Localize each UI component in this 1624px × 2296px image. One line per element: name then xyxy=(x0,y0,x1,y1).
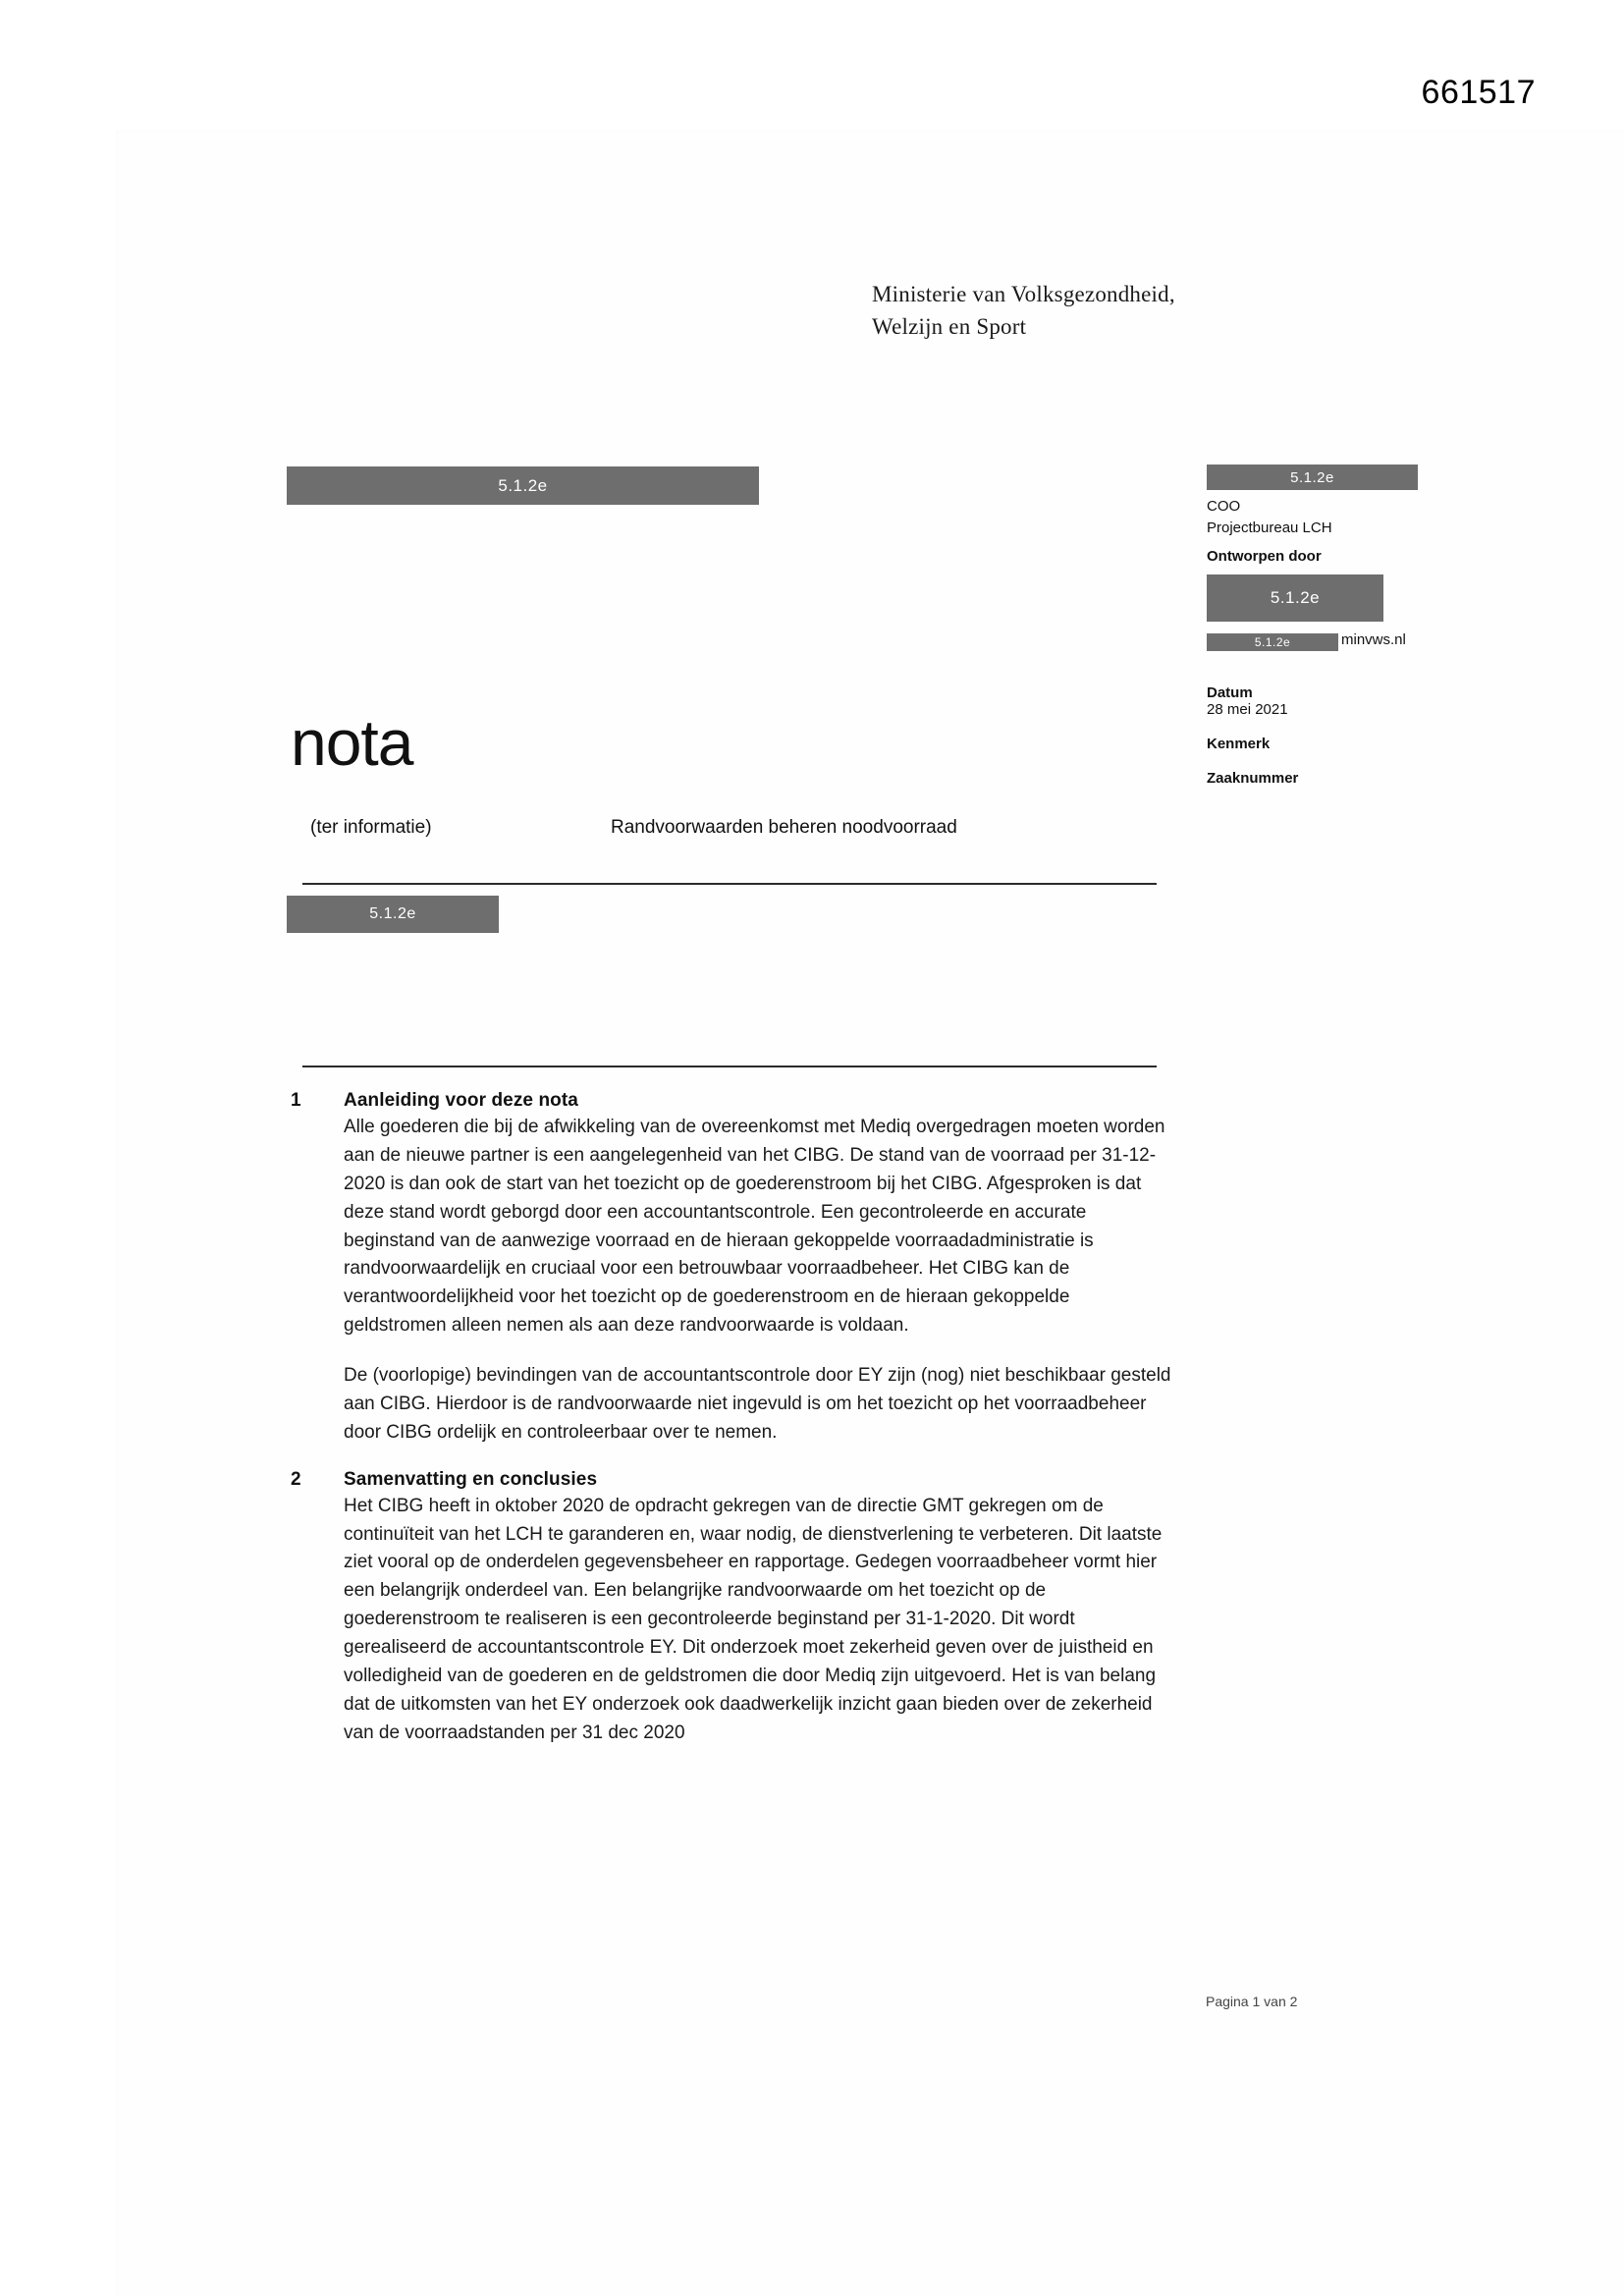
document-purpose: (ter informatie) xyxy=(310,817,432,838)
section-2 xyxy=(291,1469,1174,1748)
section-2-heading: Samenvatting en conclusies xyxy=(344,1468,598,1490)
datum-value: 28 mei 2021 xyxy=(1207,701,1288,718)
section-1-paragraph-1: Alle goederen die bij de afwikkeling van de overeenkomst met Mediq overgedragen moeten worden aan de nieuwe partner is een aangelegenheid van het CIBG. De stand van de voorraad per 31-12-2020 is dan ook de start van het toezicht op de goederenstroom bij het CIBG. Afgesproken is dat deze stand wordt geborgd door een accountantscontrole. Een gecontroleerde en accurate beginstand van de aanwezige voorraad en de hieraan gekoppelde voorraadadministratie is randvoorwaardelijk en cruciaal voor een betrouwbaar voorraadbeheer. Het CIBG kan de verantwoordelijkheid voor het toezicht op de goederenstroom en de hieraan gekoppelde geldstromen alleen nemen als aan deze randvoorwaarde is voldaan. xyxy=(344,1117,1165,1337)
ministry-header xyxy=(872,278,1175,344)
section-2-paragraph-1: Het CIBG heeft in oktober 2020 de opdracht gekregen van de directie GMT gekregen om de continuïteit van het LCH te garanderen en, waar nodig, de dienstverlening te verbeteren. Dit laatste ziet vooral op de onderdelen gegevensbeheer en rapportage. Gedegen voorraadbeheer vormt hier een belangrijk onderdeel van. Een belangrijke randvoorwaarde om het toezicht op de goederenstroom te realiseren is een gecontroleerde beginstand per 31-1-2020. Dit wordt gerealiseerd de accountantscontrole EY. Dit onderzoek moet zekerheid geven over de juistheid en volledigheid van de goederen en de geldstromen die door Mediq zijn uitgevoerd. Het is van belang dat de uitkomsten van het EY onderzoek ook daadwerkelijk inzicht gaan bieden over de zekerheid van de voorraadstanden per 31 dec 2020 xyxy=(344,1495,1163,1743)
section-2-number: 2 xyxy=(291,1468,301,1490)
redaction-email-local: 5.1.2e xyxy=(1207,633,1338,651)
kenmerk-label: Kenmerk xyxy=(1207,736,1271,752)
sender-details xyxy=(1207,496,1462,539)
ministry-line-1: Ministerie van Volksgezondheid, xyxy=(872,282,1175,306)
sender-department: Projectbureau LCH xyxy=(1207,519,1332,536)
zaaknummer-label: Zaaknummer xyxy=(1207,770,1299,787)
section-1-paragraph-2: De (voorlopige) bevindingen van de accountantscontrole door EY zijn (nog) niet beschikbaar gesteld aan CIBG. Hierdoor is de randvoorwaarde niet ingevuld is om het toezicht op het voorraadbeheer door CIBG ordelijk en controleerbaar over te nemen. xyxy=(344,1365,1171,1443)
redaction-sender: 5.1.2e xyxy=(1207,465,1418,490)
email-domain-suffix: minvws.nl xyxy=(1341,631,1406,648)
document-body xyxy=(291,1090,1174,1770)
redaction-signatory: 5.1.2e xyxy=(287,896,499,933)
divider-body xyxy=(302,1066,1157,1067)
document-metadata xyxy=(1207,684,1298,787)
ministry-line-2: Welzijn en Sport xyxy=(872,314,1027,340)
page-footer: Pagina 1 van 2 xyxy=(1206,1994,1298,2009)
page-title: nota xyxy=(291,706,413,779)
document-number: 661517 xyxy=(1421,74,1536,111)
section-1-number: 1 xyxy=(291,1090,301,1111)
sender-role: COO xyxy=(1207,498,1241,515)
divider-top xyxy=(302,883,1157,885)
redaction-designer-name: 5.1.2e xyxy=(1207,574,1383,622)
section-1-heading: Aanleiding voor deze nota xyxy=(344,1090,578,1111)
section-2-body xyxy=(344,1493,1174,1748)
section-1 xyxy=(291,1090,1174,1448)
datum-label: Datum xyxy=(1207,684,1253,701)
designer-label: Ontworpen door xyxy=(1207,548,1322,565)
document-subject: Randvoorwaarden beheren noodvoorraad xyxy=(611,817,957,838)
redaction-addressee: 5.1.2e xyxy=(287,466,759,505)
section-1-body xyxy=(344,1114,1174,1448)
